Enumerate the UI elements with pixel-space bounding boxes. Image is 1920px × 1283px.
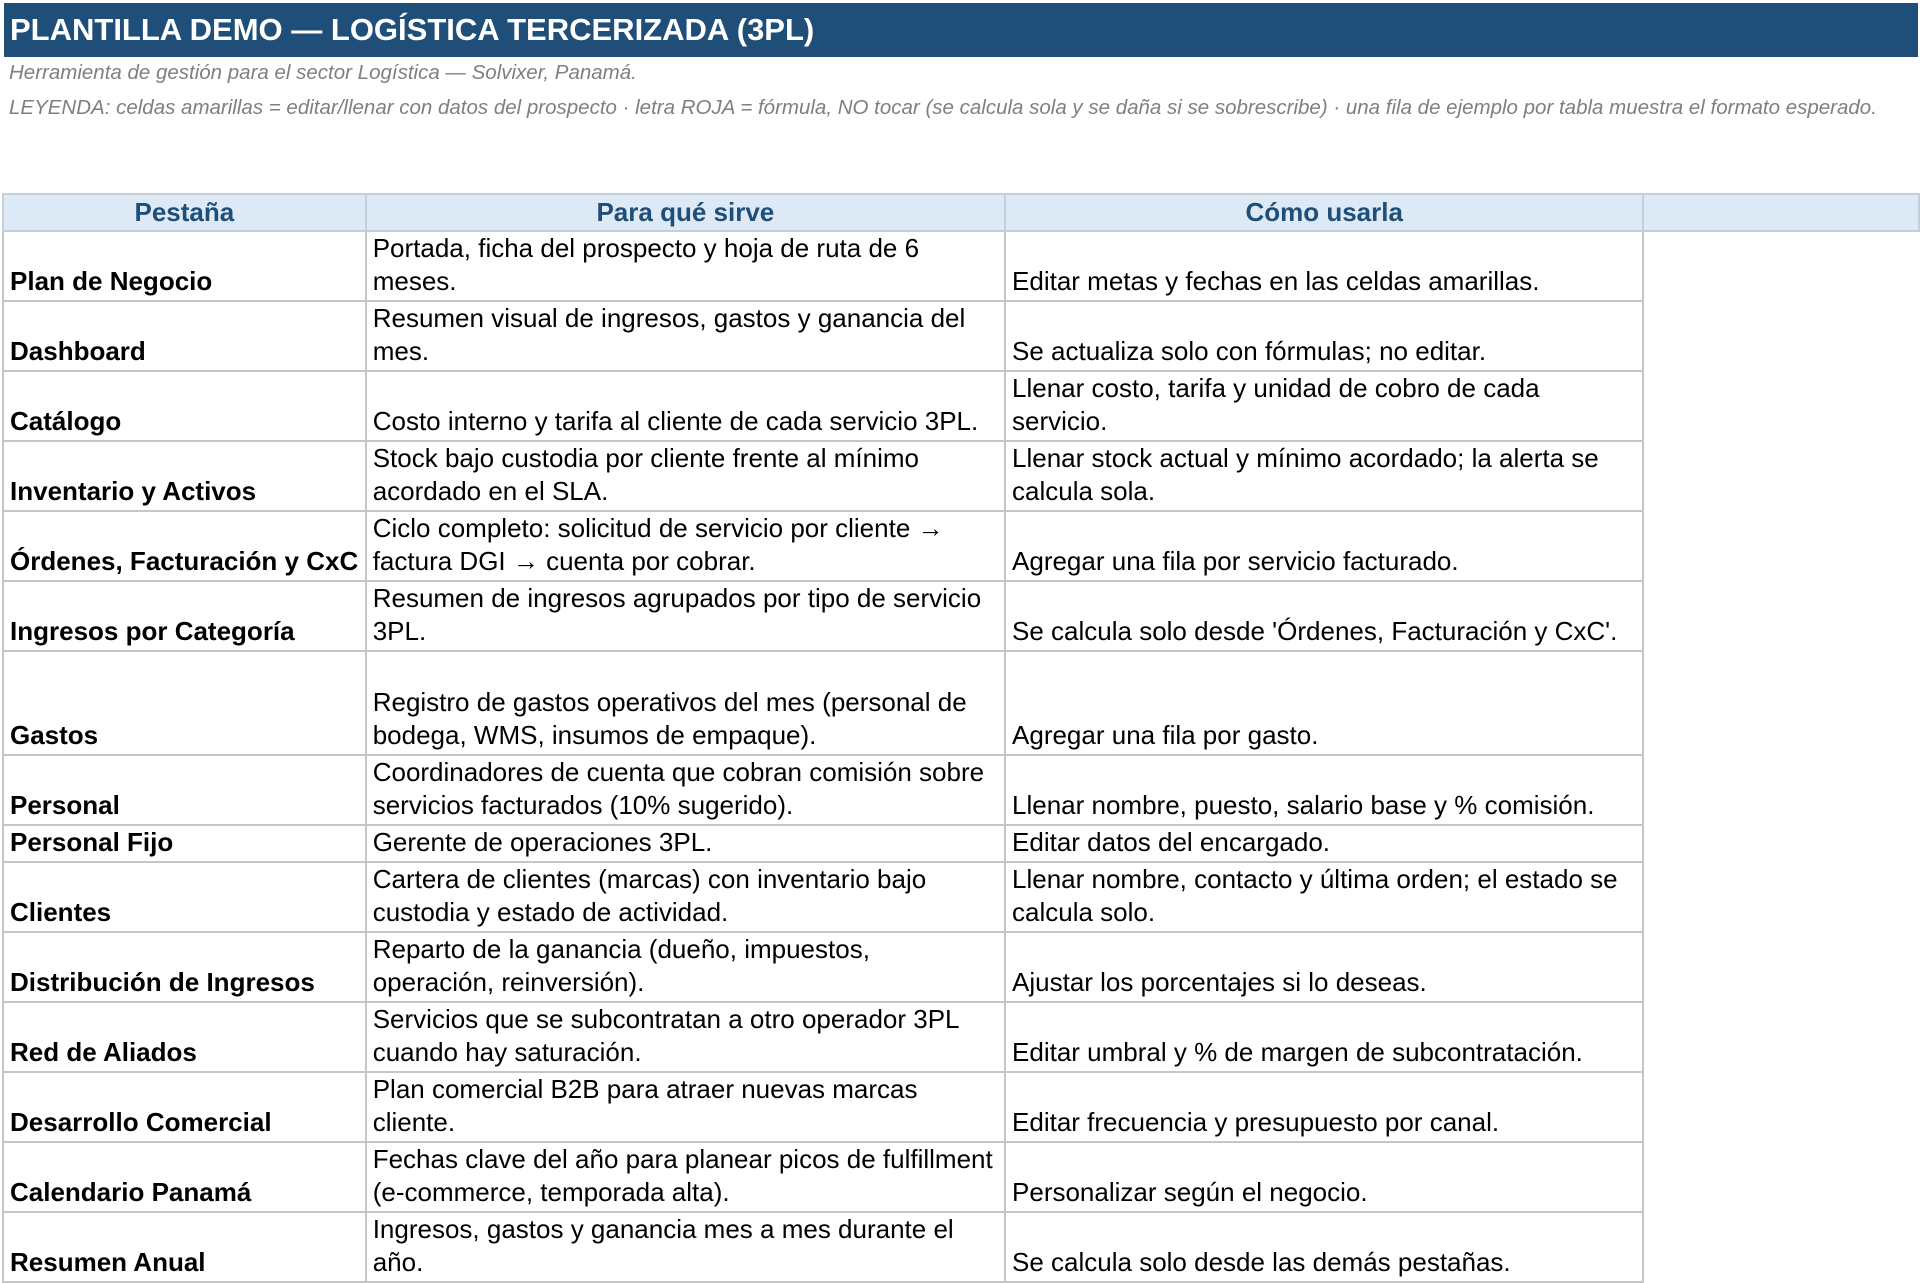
header-empty-cell bbox=[1643, 194, 1919, 231]
table-row bbox=[3, 1072, 1919, 1142]
cell-empty[interactable] bbox=[1643, 932, 1919, 1002]
cell-pestana[interactable]: Ingresos por Categoría bbox=[3, 581, 366, 651]
cell-para[interactable]: Fechas clave del año para planear picos de fulfillment (e-commerce, temporada alta). bbox=[366, 1142, 1005, 1212]
cell-como[interactable]: Editar frecuencia y presupuesto por canal. bbox=[1005, 1072, 1643, 1142]
table-row bbox=[3, 301, 1919, 371]
cell-para[interactable]: Registro de gastos operativos del mes (personal de bodega, WMS, insumos de empaque). bbox=[366, 651, 1005, 755]
table-row bbox=[3, 581, 1919, 651]
cell-pestana[interactable]: Distribución de Ingresos bbox=[3, 932, 366, 1002]
cell-para[interactable]: Resumen visual de ingresos, gastos y ganancia del mes. bbox=[366, 301, 1005, 371]
cell-pestana[interactable]: Personal bbox=[3, 755, 366, 825]
cell-empty[interactable] bbox=[1643, 511, 1919, 581]
table-row bbox=[3, 511, 1919, 581]
cell-pestana[interactable]: Inventario y Activos bbox=[3, 441, 366, 511]
cell-empty[interactable] bbox=[1643, 441, 1919, 511]
cell-empty[interactable] bbox=[1643, 301, 1919, 371]
table-row bbox=[3, 1002, 1919, 1072]
cell-pestana[interactable]: Gastos bbox=[3, 651, 366, 755]
cell-para[interactable]: Costo interno y tarifa al cliente de cada servicio 3PL. bbox=[366, 371, 1005, 441]
table-row bbox=[3, 231, 1919, 301]
cell-como[interactable]: Se calcula solo desde las demás pestañas. bbox=[1005, 1212, 1643, 1282]
cell-pestana[interactable]: Resumen Anual bbox=[3, 1212, 366, 1282]
table-row bbox=[3, 1142, 1919, 1212]
table-row bbox=[3, 651, 1919, 755]
cell-pestana[interactable]: Órdenes, Facturación y CxC bbox=[3, 511, 366, 581]
table-row bbox=[3, 1212, 1919, 1282]
cell-para[interactable]: Cartera de clientes (marcas) con inventario bajo custodia y estado de actividad. bbox=[366, 862, 1005, 932]
table-header-row bbox=[3, 194, 1919, 231]
cell-pestana[interactable]: Desarrollo Comercial bbox=[3, 1072, 366, 1142]
cell-como[interactable]: Editar umbral y % de margen de subcontratación. bbox=[1005, 1002, 1643, 1072]
cell-para[interactable]: Resumen de ingresos agrupados por tipo de servicio 3PL. bbox=[366, 581, 1005, 651]
cell-como[interactable]: Agregar una fila por servicio facturado. bbox=[1005, 511, 1643, 581]
cell-como[interactable]: Ajustar los porcentajes si lo deseas. bbox=[1005, 932, 1643, 1002]
cell-pestana[interactable]: Plan de Negocio bbox=[3, 231, 366, 301]
table-row bbox=[3, 932, 1919, 1002]
cell-pestana[interactable]: Red de Aliados bbox=[3, 1002, 366, 1072]
cell-como[interactable]: Editar metas y fechas en las celdas amarillas. bbox=[1005, 231, 1643, 301]
cell-para[interactable]: Servicios que se subcontratan a otro operador 3PL cuando hay saturación. bbox=[366, 1002, 1005, 1072]
table-row bbox=[3, 862, 1919, 932]
sheet-title: PLANTILLA DEMO — LOGÍSTICA TERCERIZADA (3PL) bbox=[4, 3, 1918, 57]
cell-como[interactable]: Editar datos del encargado. bbox=[1005, 825, 1643, 862]
cell-como[interactable]: Personalizar según el negocio. bbox=[1005, 1142, 1643, 1212]
cell-para[interactable]: Plan comercial B2B para atraer nuevas marcas cliente. bbox=[366, 1072, 1005, 1142]
header-para-que-sirve: Para qué sirve bbox=[366, 194, 1005, 231]
cell-como[interactable]: Llenar stock actual y mínimo acordado; la alerta se calcula sola. bbox=[1005, 441, 1643, 511]
cell-pestana[interactable]: Dashboard bbox=[3, 301, 366, 371]
cell-empty[interactable] bbox=[1643, 651, 1919, 755]
header-como-usarla: Cómo usarla bbox=[1005, 194, 1643, 231]
cell-para[interactable]: Ciclo completo: solicitud de servicio por cliente → factura DGI → cuenta por cobrar. bbox=[366, 511, 1005, 581]
cell-pestana[interactable]: Calendario Panamá bbox=[3, 1142, 366, 1212]
table-row bbox=[3, 371, 1919, 441]
header-pestana: Pestaña bbox=[3, 194, 366, 231]
cell-como[interactable]: Se calcula solo desde 'Órdenes, Facturación y CxC'. bbox=[1005, 581, 1643, 651]
cell-empty[interactable] bbox=[1643, 231, 1919, 301]
table-row bbox=[3, 441, 1919, 511]
table-row bbox=[3, 825, 1919, 862]
cell-empty[interactable] bbox=[1643, 1142, 1919, 1212]
cell-para[interactable]: Stock bajo custodia por cliente frente al mínimo acordado en el SLA. bbox=[366, 441, 1005, 511]
cell-como[interactable]: Agregar una fila por gasto. bbox=[1005, 651, 1643, 755]
cell-empty[interactable] bbox=[1643, 1212, 1919, 1282]
table-row bbox=[3, 755, 1919, 825]
cell-como[interactable]: Llenar nombre, puesto, salario base y % comisión. bbox=[1005, 755, 1643, 825]
cell-como[interactable]: Llenar nombre, contacto y última orden; el estado se calcula solo. bbox=[1005, 862, 1643, 932]
cell-empty[interactable] bbox=[1643, 825, 1919, 862]
cell-para[interactable]: Ingresos, gastos y ganancia mes a mes durante el año. bbox=[366, 1212, 1005, 1282]
cell-como[interactable]: Llenar costo, tarifa y unidad de cobro de cada servicio. bbox=[1005, 371, 1643, 441]
cell-empty[interactable] bbox=[1643, 755, 1919, 825]
cell-empty[interactable] bbox=[1643, 581, 1919, 651]
cell-como[interactable]: Se actualiza solo con fórmulas; no editar. bbox=[1005, 301, 1643, 371]
tabs-table bbox=[2, 193, 1920, 1283]
cell-empty[interactable] bbox=[1643, 371, 1919, 441]
cell-para[interactable]: Coordinadores de cuenta que cobran comisión sobre servicios facturados (10% sugerido). bbox=[366, 755, 1005, 825]
cell-pestana[interactable]: Personal Fijo bbox=[3, 825, 366, 862]
cell-para[interactable]: Portada, ficha del prospecto y hoja de ruta de 6 meses. bbox=[366, 231, 1005, 301]
cell-para[interactable]: Reparto de la ganancia (dueño, impuestos, operación, reinversión). bbox=[366, 932, 1005, 1002]
cell-empty[interactable] bbox=[1643, 1002, 1919, 1072]
cell-pestana[interactable]: Clientes bbox=[3, 862, 366, 932]
cell-pestana[interactable]: Catálogo bbox=[3, 371, 366, 441]
cell-para[interactable]: Gerente de operaciones 3PL. bbox=[366, 825, 1005, 862]
cell-empty[interactable] bbox=[1643, 1072, 1919, 1142]
cell-empty[interactable] bbox=[1643, 862, 1919, 932]
sheet-subtitle: Herramienta de gestión para el sector Logística — Solvixer, Panamá. bbox=[9, 61, 637, 84]
sheet-legend: LEYENDA: celdas amarillas = editar/llenar con datos del prospecto · letra ROJA = fórmula, NO tocar (se calcula sola y se daña si se sobrescribe) · una fila de ejemplo por tabla muestra el formato esperado. bbox=[9, 96, 1877, 119]
